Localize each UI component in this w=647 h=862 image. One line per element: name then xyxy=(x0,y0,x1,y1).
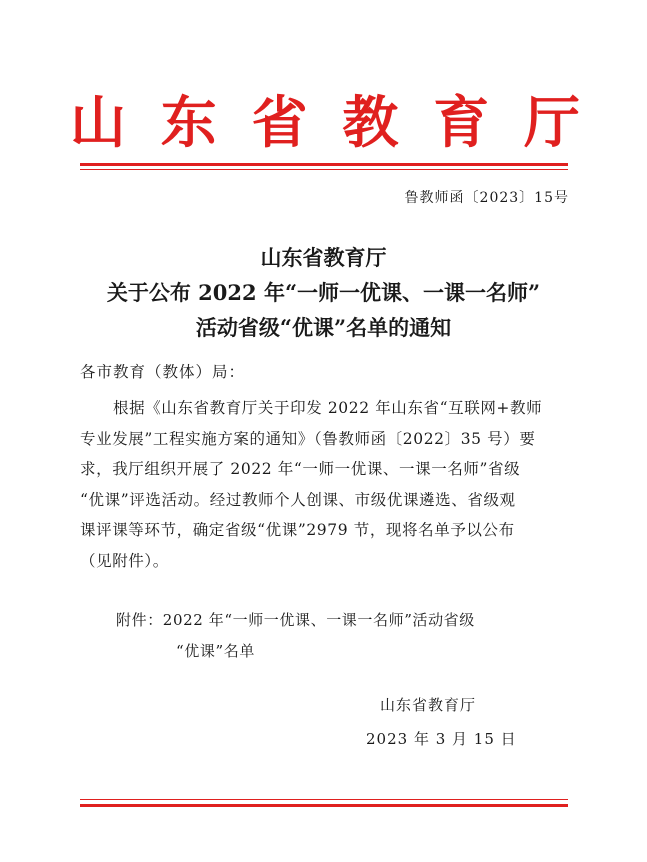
title-line-2: 关于公布 2022 年“一师一优课、一课一名师” xyxy=(106,280,541,305)
body-line: “优课”评选活动。经过教师个人创课、市级优课遴选、省级观 xyxy=(80,490,516,509)
signature-block xyxy=(366,688,517,756)
body-line: 专业发展”工程实施方案的通知》（鲁教师函〔2022〕35 号）要 xyxy=(80,429,536,448)
attachment-note xyxy=(116,605,475,667)
header-red-rule-thin xyxy=(80,169,568,170)
attachment-line-2: “优课”名单 xyxy=(176,642,255,660)
header-char: 育 xyxy=(433,91,490,156)
signature-org: 山东省教育厅 xyxy=(380,696,477,714)
header-char: 省 xyxy=(251,91,308,156)
title-line-3: 活动省级“优课”名单的通知 xyxy=(195,315,452,340)
body-paragraph xyxy=(80,393,568,576)
footer-red-rule-thick xyxy=(80,804,568,807)
body-line: 求，我厅组织开展了 2022 年“一师一优课、一课一名师”省级 xyxy=(80,460,521,478)
document-title xyxy=(0,240,647,345)
attachment-line-1: 附件：2022 年“一师一优课、一课一名师”活动省级 xyxy=(116,611,475,629)
salutation: 各市教育（教体）局： xyxy=(80,363,246,381)
header-char: 山 xyxy=(70,91,126,156)
body-line: 课评课等环节，确定省级“优课”2979 节，现将名单予以公布 xyxy=(80,521,515,539)
document-number: 鲁教师函〔2023〕15号 xyxy=(404,190,569,206)
header-char: 厅 xyxy=(523,91,580,156)
body-line: 根据《山东省教育厅关于印发 2022 年山东省“互联网+教师 xyxy=(113,399,543,417)
header-char: 东 xyxy=(160,91,217,156)
footer-red-rule-thin xyxy=(80,799,568,800)
title-line-1: 山东省教育厅 xyxy=(260,245,387,270)
header-red-rule-thick xyxy=(80,163,568,166)
body-line: （见附件）。 xyxy=(80,551,169,570)
signature-date: 2023 年 3 月 15 日 xyxy=(366,730,517,748)
header-char: 教 xyxy=(342,91,399,156)
issuing-authority-header xyxy=(70,92,580,156)
